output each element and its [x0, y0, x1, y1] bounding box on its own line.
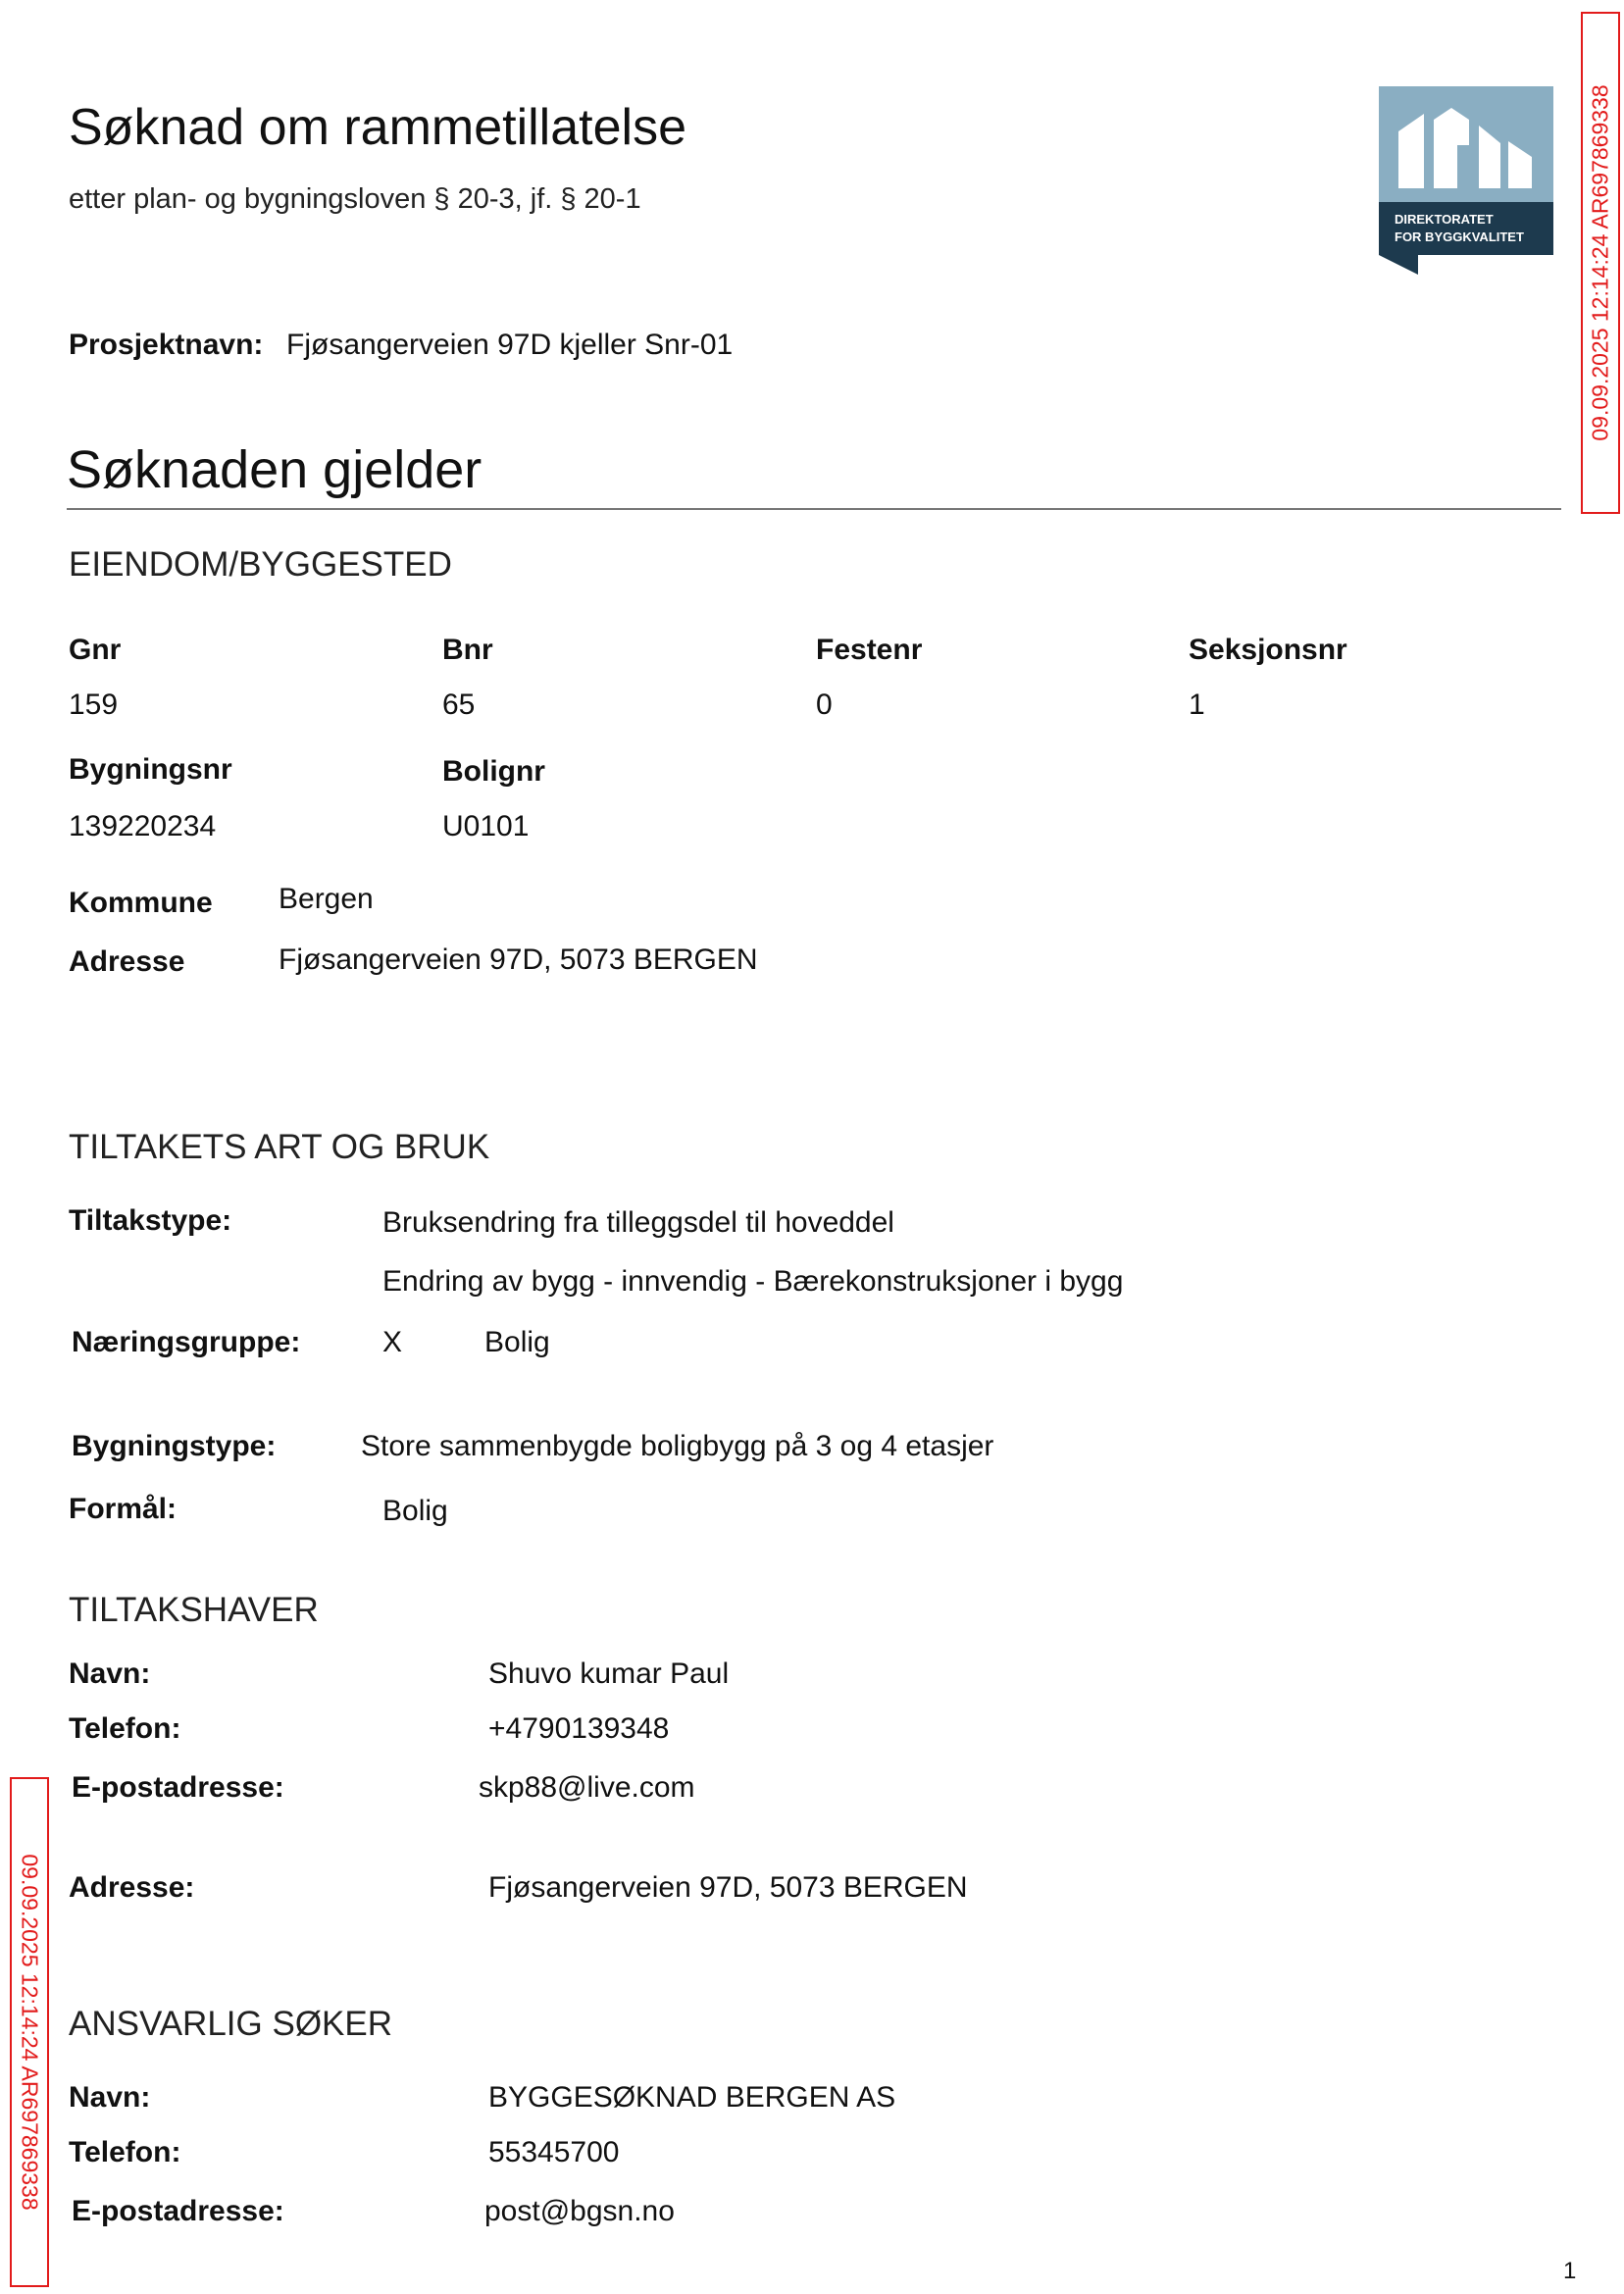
naeringsgruppe-label: Næringsgruppe: — [72, 1326, 301, 1358]
bygningsnr-label: Bygningsnr — [69, 753, 232, 786]
kommune-value: Bergen — [279, 883, 374, 915]
formaal-value: Bolig — [382, 1495, 448, 1527]
ansvarlig-navn-label: Navn: — [69, 2081, 151, 2114]
tiltakshaver-epost-label: E-postadresse: — [72, 1771, 284, 1804]
tiltakshaver-telefon-value: +4790139348 — [488, 1712, 670, 1745]
gnr-label: Gnr — [69, 634, 122, 666]
tiltakshaver-telefon-label: Telefon: — [69, 1712, 181, 1745]
document-subtitle: etter plan- og bygningsloven § 20-3, jf. § 20-1 — [69, 183, 641, 215]
bnr-value: 65 — [442, 688, 476, 721]
festenr-label: Festenr — [816, 634, 923, 666]
ansvarlig-telefon-label: Telefon: — [69, 2136, 181, 2168]
tiltakstype-label: Tiltakstype: — [69, 1204, 232, 1237]
tiltakstype-value-2: Endring av bygg - innvendig - Bærekonstruksjoner i bygg — [382, 1265, 1124, 1298]
bygningsnr-value: 139220234 — [69, 810, 217, 842]
document-title: Søknad om rammetillatelse — [69, 99, 686, 156]
kommune-label: Kommune — [69, 887, 213, 919]
section-heading: Søknaden gjelder — [67, 440, 482, 499]
eiendom-heading: EIENDOM/BYGGESTED — [69, 545, 452, 584]
ansvarlig-telefon-value: 55345700 — [488, 2136, 620, 2168]
project-name-label: Prosjektnavn: — [69, 329, 264, 361]
timestamp-stamp-bottom — [10, 1777, 49, 2287]
seksjonsnr-value: 1 — [1189, 688, 1205, 721]
ansvarlig-epost-value: post@bgsn.no — [484, 2195, 675, 2227]
gnr-value: 159 — [69, 688, 119, 721]
timestamp-stamp-text: 09.09.2025 12:14:24 AR697869338 — [1587, 84, 1613, 441]
bolignr-value: U0101 — [442, 810, 530, 842]
seksjonsnr-label: Seksjonsnr — [1189, 634, 1347, 666]
page-number: 1 — [1563, 2258, 1577, 2284]
ansvarlig-epost-label: E-postadresse: — [72, 2195, 284, 2227]
dibk-logo — [1379, 86, 1553, 275]
naeringsgruppe-code: X — [382, 1326, 403, 1358]
tiltakshaver-adresse-label: Adresse: — [69, 1871, 195, 1904]
festenr-value: 0 — [816, 688, 833, 721]
project-name-value: Fjøsangerveien 97D kjeller Snr-01 — [286, 329, 734, 361]
naeringsgruppe-value: Bolig — [484, 1326, 550, 1358]
tiltakstype-value-1: Bruksendring fra tilleggsdel til hoveddel — [382, 1206, 894, 1239]
logo-text-line2: FOR BYGGKVALITET — [1395, 229, 1524, 244]
timestamp-stamp-text: 09.09.2025 12:14:24 AR697869338 — [17, 1854, 43, 2211]
tiltakshaver-navn-label: Navn: — [69, 1657, 151, 1690]
formaal-label: Formål: — [69, 1493, 178, 1525]
logo-text-line1: DIREKTORATET — [1395, 212, 1494, 227]
section-divider — [67, 508, 1561, 510]
ansvarlig-soker-heading: ANSVARLIG SØKER — [69, 2005, 393, 2043]
bnr-label: Bnr — [442, 634, 493, 666]
ansvarlig-navn-value: BYGGESØKNAD BERGEN AS — [488, 2081, 896, 2114]
tiltakshaver-heading: TILTAKSHAVER — [69, 1591, 319, 1629]
adresse-value: Fjøsangerveien 97D, 5073 BERGEN — [279, 943, 758, 976]
tiltakshaver-adresse-value: Fjøsangerveien 97D, 5073 BERGEN — [488, 1871, 968, 1904]
adresse-label: Adresse — [69, 945, 185, 978]
bolignr-label: Bolignr — [442, 755, 545, 788]
tiltak-heading: TILTAKETS ART OG BRUK — [69, 1128, 490, 1166]
tiltakshaver-navn-value: Shuvo kumar Paul — [488, 1657, 730, 1690]
tiltakshaver-epost-value: skp88@live.com — [479, 1771, 695, 1804]
timestamp-stamp-top — [1581, 12, 1620, 514]
bygningstype-value: Store sammenbygde boligbygg på 3 og 4 etasjer — [361, 1430, 994, 1462]
dibk-logo-graphic — [1379, 86, 1553, 275]
bygningstype-label: Bygningstype: — [72, 1430, 277, 1462]
